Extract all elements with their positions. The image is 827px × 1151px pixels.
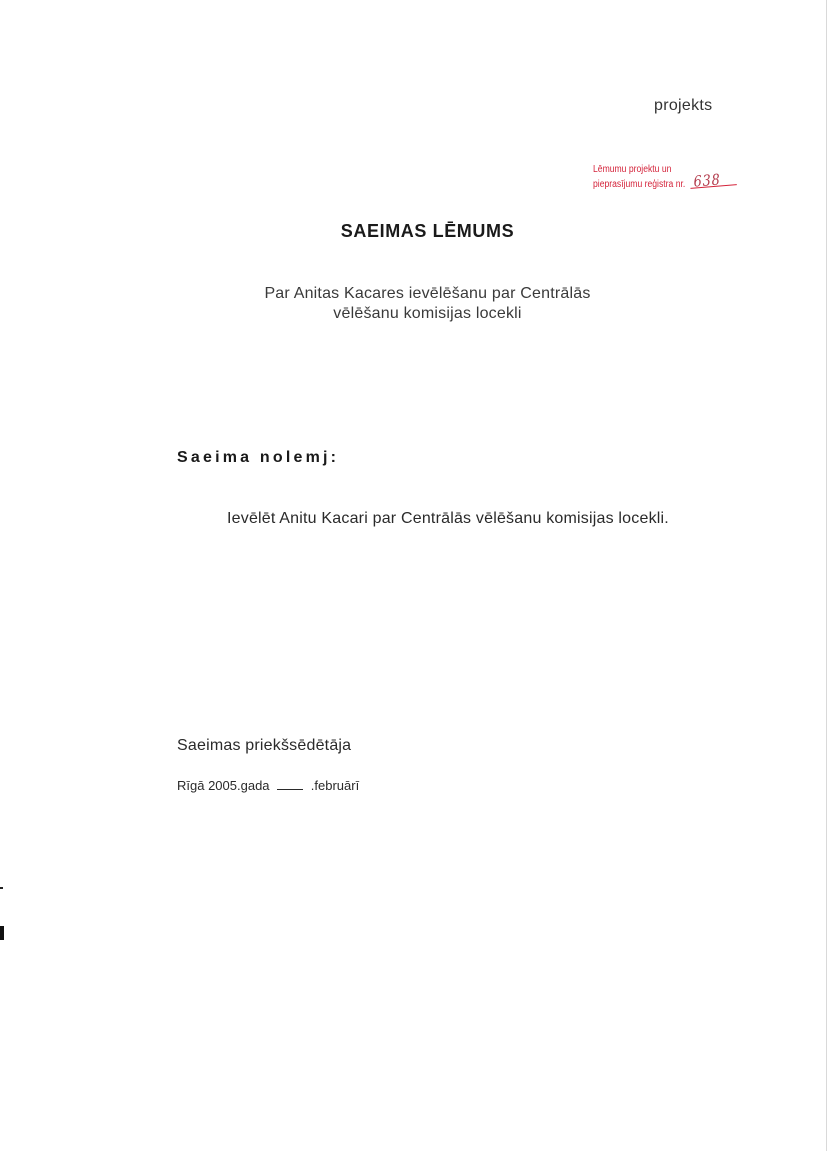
registry-number: 638 xyxy=(690,172,737,189)
registry-stamp-label: pieprasījumu reģistra nr. xyxy=(593,179,686,190)
date-line xyxy=(177,778,359,793)
draft-label: projekts xyxy=(654,97,713,114)
document-subtitle xyxy=(0,284,827,324)
decision-text: Ievēlēt Anitu Kacari par Centrālās vēlēšanu komisijas locekli. xyxy=(227,510,669,527)
date-prefix: Rīgā 2005.gada xyxy=(177,778,270,793)
scan-mark xyxy=(0,887,3,889)
date-day-blank xyxy=(277,779,303,790)
subtitle-line: vēlēšanu komisijas locekli xyxy=(333,305,522,322)
registry-stamp xyxy=(593,164,739,191)
subtitle-line: Par Anitas Kacares ievēlēšanu par Centrālās xyxy=(264,285,591,302)
document-title: SAEIMAS LĒMUMS xyxy=(340,221,515,241)
registry-stamp-line1: Lēmumu projektu un xyxy=(593,164,672,175)
signatory-title: Saeimas priekšsēdētāja xyxy=(177,737,352,754)
registry-stamp-line2 xyxy=(593,170,739,191)
date-suffix: .februārī xyxy=(310,778,360,793)
decides-label: Saeima nolemj: xyxy=(177,449,340,466)
scan-mark xyxy=(0,926,4,940)
